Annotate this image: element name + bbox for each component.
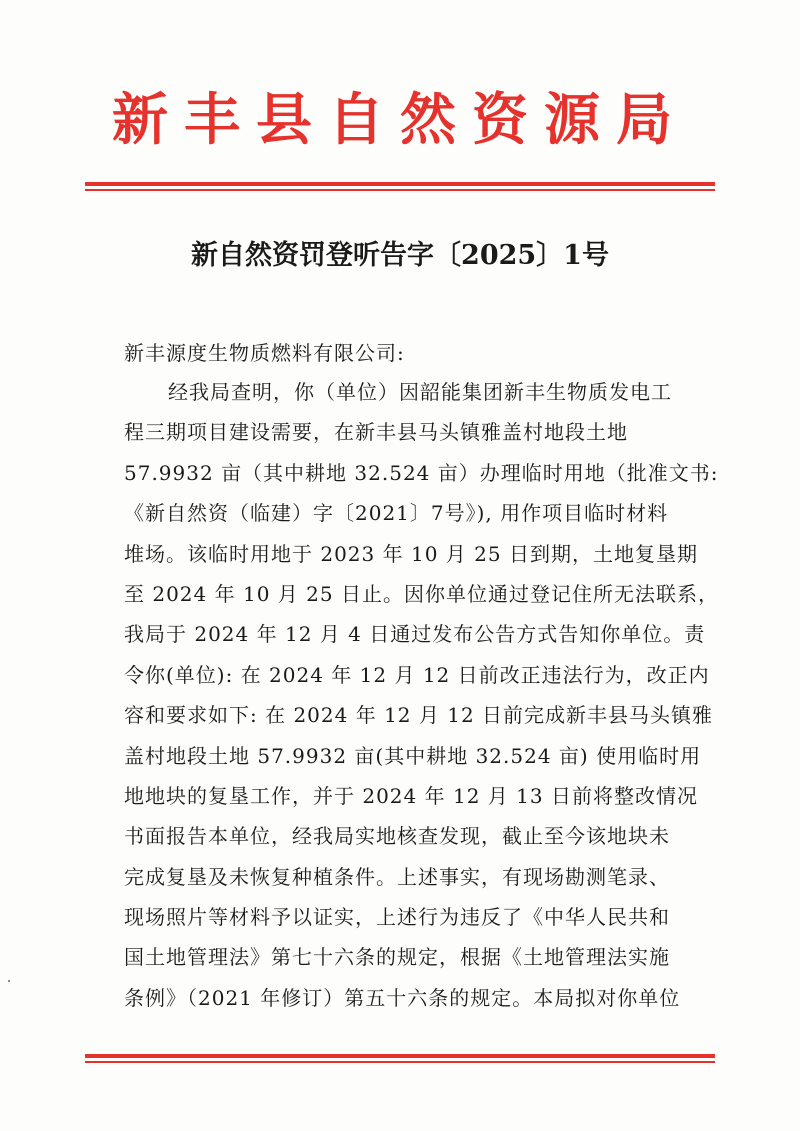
- body-text: [124, 372, 719, 1018]
- body-line: 容和要求如下: 在 2024 年 12 月 12 日前完成新丰县马头镇雅: [124, 703, 714, 728]
- scan-speck: [8, 980, 10, 982]
- body-line: 堆场。该临时用地于 2023 年 10 月 25 日到期，土地复垦期: [124, 541, 698, 566]
- body-line: 国土地管理法》第七十六条的规定，根据《土地管理法实施: [124, 945, 670, 970]
- body-line: 完成复垦及未恢复种植条件。上述事实，有现场勘测笔录、: [124, 864, 670, 889]
- body-line: 条例》（2021 年修订）第五十六条的规定。本局拟对你单位: [124, 985, 681, 1010]
- body-line: 程三期项目建设需要，在新丰县马头镇雅盖村地段土地: [124, 420, 628, 445]
- body-line: 我局于 2024 年 12 月 4 日通过发布公告方式告知你单位。责: [124, 622, 706, 647]
- body-line: 至 2024 年 10 月 25 日止。因你单位通过登记住所无法联系，: [124, 581, 719, 606]
- body-line: 《新自然资（临建）字〔2021〕7号》), 用作项目临时材料: [124, 501, 669, 526]
- body-line: 地地块的复垦工作，并于 2024 年 12 月 13 日前将整改情况: [124, 783, 698, 808]
- document-number: 新自然资罚登听告字〔2025〕1号: [191, 240, 609, 271]
- body-line: 现场照片等材料予以证实，上述行为违反了《中华人民共和: [124, 905, 670, 930]
- body-line: 书面报告本单位，经我局实地核查发现，截止至今该地块未: [124, 824, 670, 849]
- body-line: 57.9932 亩（其中耕地 32.524 亩）办理临时用地（批准文书:: [124, 460, 719, 485]
- body-line: 令你(单位): 在 2024 年 12 月 12 日前改正违法行为，改正内: [124, 662, 710, 687]
- body-line: 经我局查明，你（单位）因韶能集团新丰生物质发电工: [168, 380, 672, 404]
- body-line: 盖村地段土地 57.9932 亩(其中耕地 32.524 亩) 使用临时用: [124, 743, 702, 768]
- agency-title: 新丰县自然资源局: [112, 87, 688, 153]
- recipient: 新丰源度生物质燃料有限公司:: [124, 341, 405, 365]
